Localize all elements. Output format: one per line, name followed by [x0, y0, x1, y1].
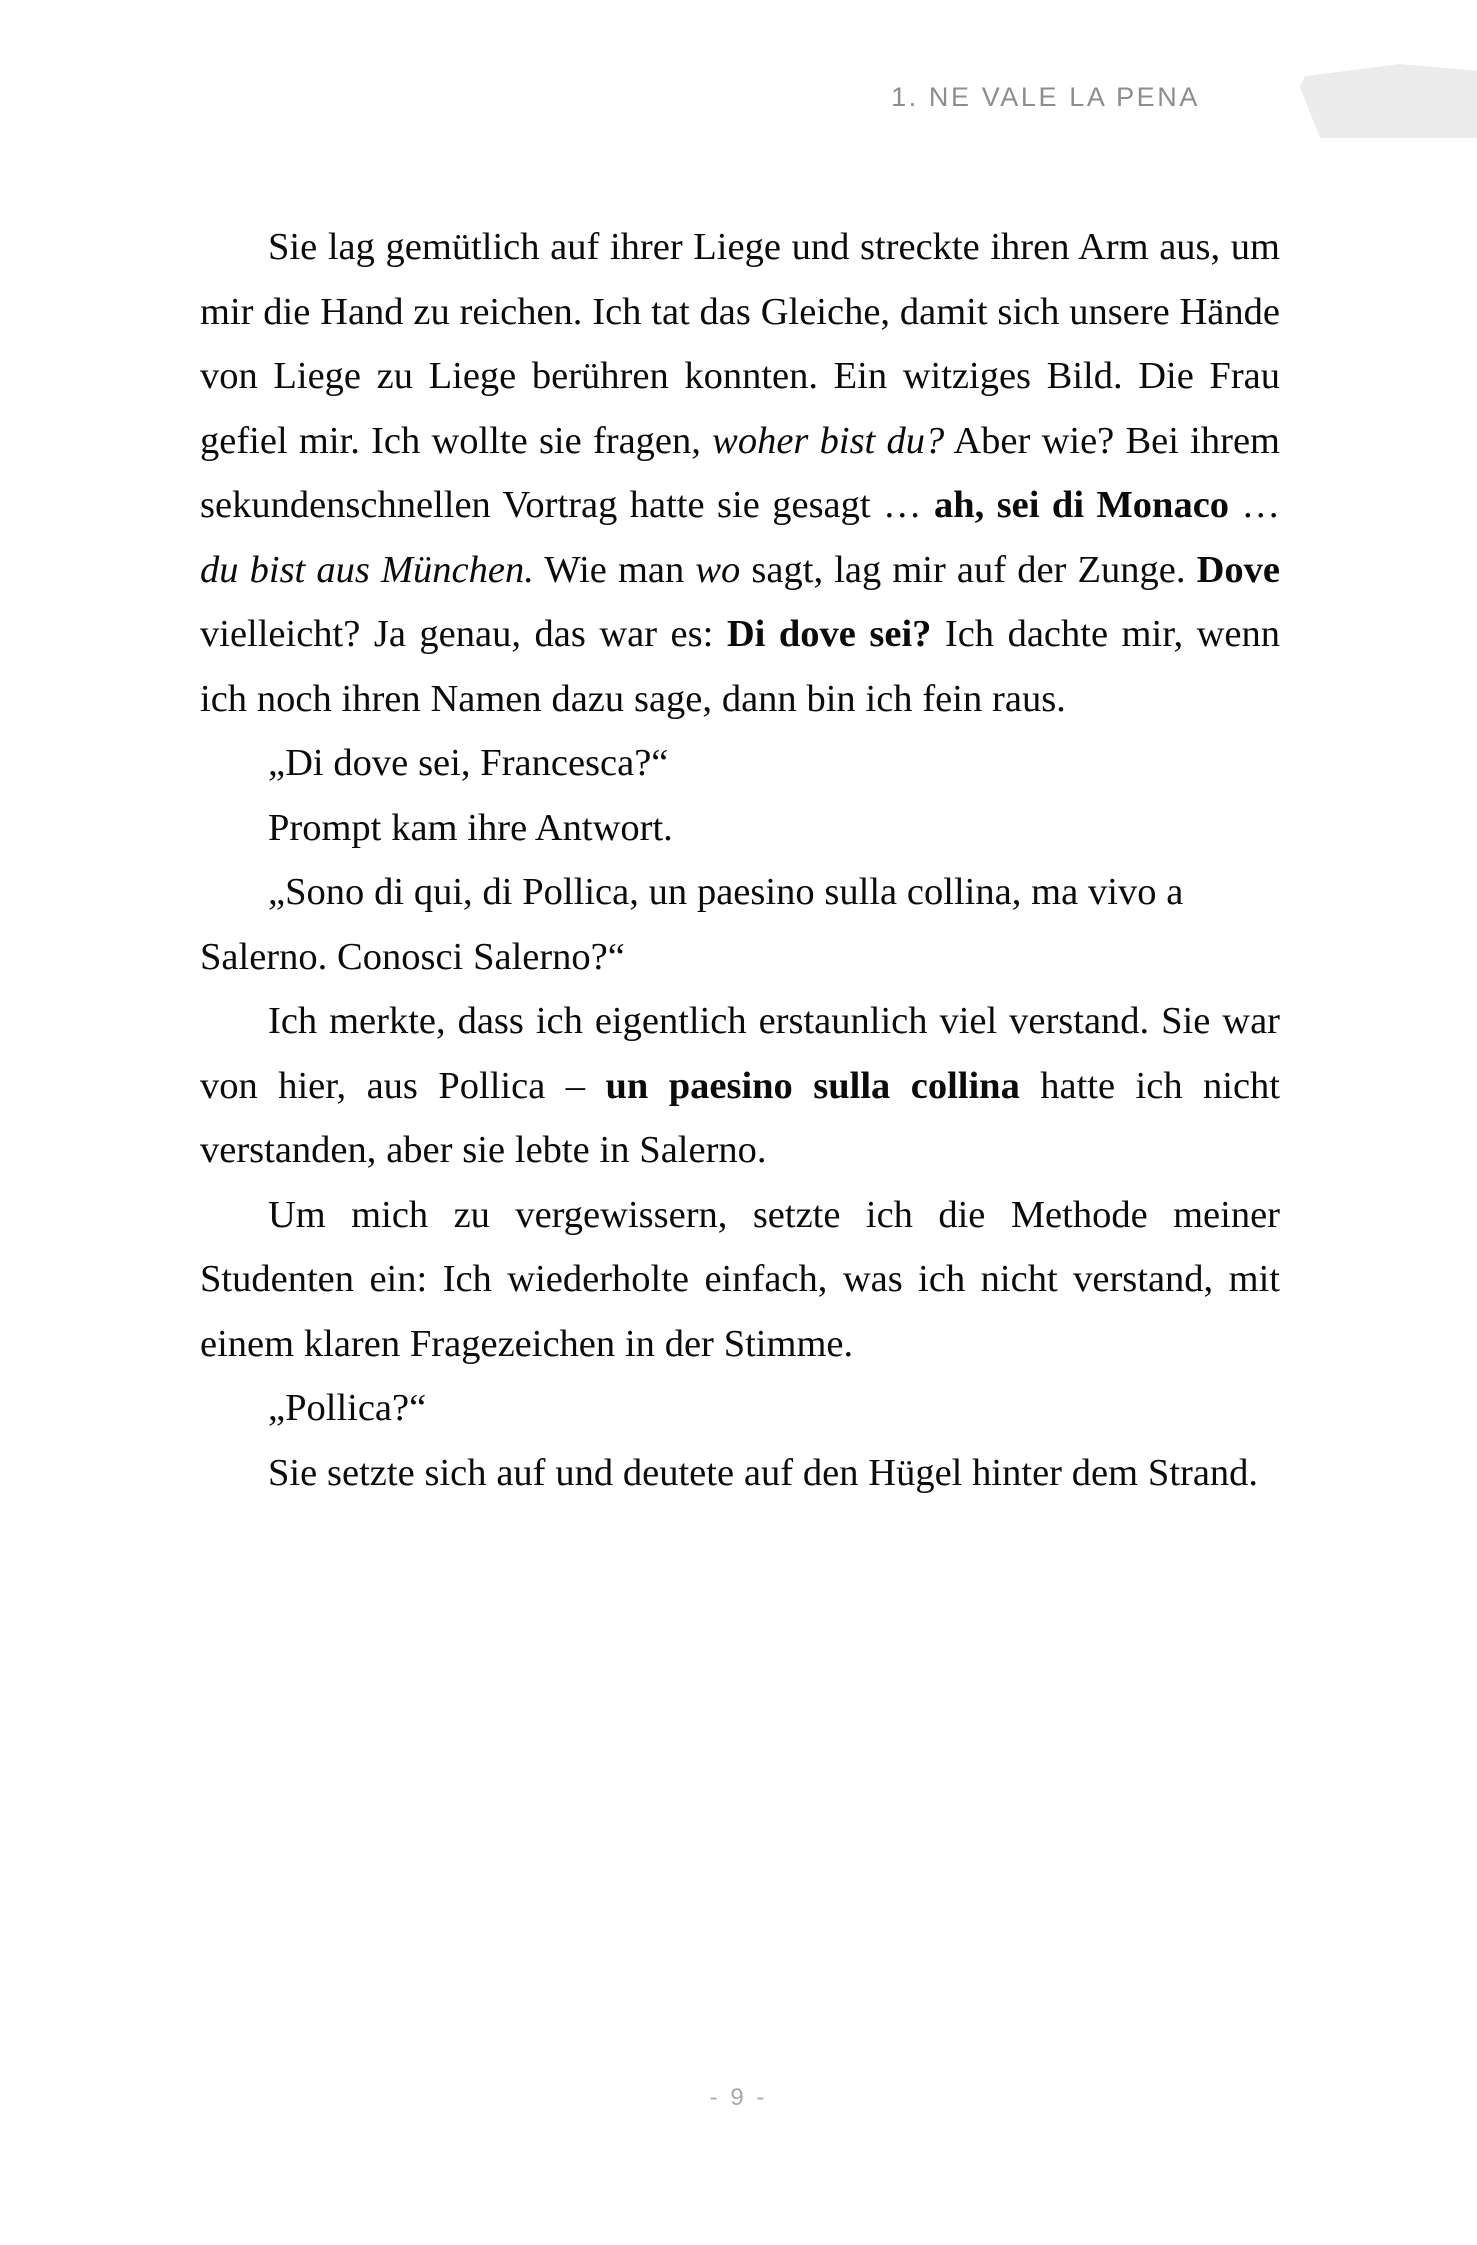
text-run: sagt, lag mir auf der Zunge.: [740, 548, 1197, 591]
text-run: Wie man: [533, 548, 696, 591]
text-run: Sie lag gemütlich auf ihrer Liege und streckte ihren Arm aus, um mir die Hand zu reichen. Ich tat das Gleiche, damit sich unsere Hände von Liege zu Liege berühren konnten. Ein witziges Bild. Die Frau gefiel mir. Ich wollte sie fragen,: [200, 226, 1280, 462]
bold-run: un paesino sulla collina: [605, 1064, 1020, 1107]
text-run: …: [1229, 484, 1280, 526]
text-run: Ich merkte, dass ich eigentlich erstaunlich viel verstand. Sie war von hier, aus Pollica –: [200, 1000, 1280, 1107]
running-header: 1. NE VALE LA PENA: [891, 82, 1200, 112]
paragraph: [200, 796, 1280, 861]
text-run: Prompt kam ihre Antwort.: [268, 806, 673, 849]
text-run: „Pollica?“: [268, 1387, 427, 1429]
italic-run: woher bist du?: [712, 419, 945, 462]
body-text-column: [200, 215, 1280, 1505]
text-run: Aber wie? Bei ihrem sekundenschnellen Vortrag hatte sie gesagt …: [200, 419, 1280, 526]
bold-run: ah, sei di Monaco: [933, 484, 1230, 526]
text-run: Ich dachte mir, wenn ich noch ihren Namen dazu sage, dann bin ich fein raus.: [200, 613, 1280, 720]
paragraph: [200, 1376, 1280, 1441]
bold-run: Di dove sei?: [726, 613, 932, 655]
paragraph: [200, 989, 1280, 1183]
paragraph: [200, 215, 1280, 731]
paragraph: [200, 1441, 1280, 1506]
italic-run: du bist aus München.: [200, 548, 534, 591]
text-run: „Di dove sei, Francesca?“: [268, 742, 669, 784]
paragraph: [200, 1183, 1280, 1377]
text-run: hatte ich nicht verstanden, aber sie lebte in Salerno.: [200, 1064, 1281, 1171]
paragraph: [200, 860, 1280, 989]
text-run: „Sono di qui, di Pollica, un paesino sulla collina, ma vivo a Salerno. Conosci Salerno?“: [200, 871, 1184, 978]
italic-run: wo: [695, 548, 741, 591]
page-number: - 9 -: [709, 2084, 768, 2111]
scan-edge-artifact: [1296, 52, 1477, 138]
paragraph: [200, 731, 1280, 796]
text-run: Um mich zu vergewissern, setzte ich die Methode meiner Studenten ein: Ich wiederholte einfach, was ich nicht verstand, mit einem klaren Fragezeichen in der Stimme.: [200, 1193, 1280, 1365]
text-run: vielleicht? Ja genau, das war es:: [200, 613, 727, 655]
text-run: Sie setzte sich auf und deutete auf den Hügel hinter dem Strand.: [268, 1451, 1259, 1494]
bold-run: Dove: [1196, 548, 1280, 591]
